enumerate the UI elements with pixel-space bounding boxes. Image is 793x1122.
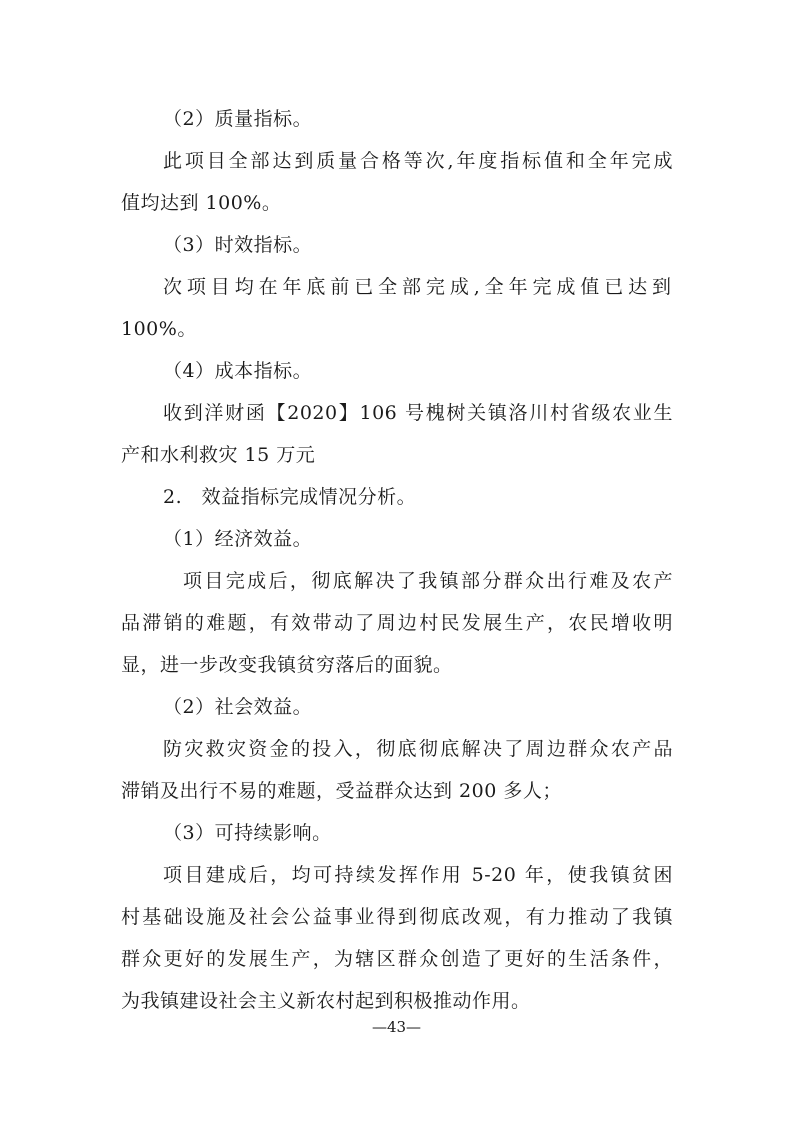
paragraph-line: 品滞销的难题，有效带动了周边村民发展生产，农民增收明 bbox=[121, 612, 673, 634]
heading-economic-benefit: （1）经济效益。 bbox=[163, 528, 313, 550]
paragraph-line: 100%。 bbox=[121, 318, 197, 340]
paragraph-line: 村基础设施及社会公益事业得到彻底改观，有力推动了我镇 bbox=[121, 906, 673, 928]
paragraph-line: 收到洋财函【2020】106 号槐树关镇洛川村省级农业生 bbox=[163, 402, 673, 424]
heading-quality-indicator: （2）质量指标。 bbox=[163, 108, 313, 130]
page-number: —43— bbox=[371, 1018, 422, 1036]
heading-social-benefit: （2）社会效益。 bbox=[163, 696, 313, 718]
document-body bbox=[121, 98, 673, 1022]
paragraph-line: 滞销及出行不易的难题，受益群众达到 200 多人； bbox=[121, 780, 562, 802]
paragraph-line: 防灾救灾资金的投入，彻底彻底解决了周边群众农产品 bbox=[163, 738, 673, 760]
paragraph-line: 此项目全部达到质量合格等次,年度指标值和全年完成 bbox=[163, 150, 673, 172]
paragraph-line: 次项目均在年底前已全部完成,全年完成值已达到 bbox=[163, 276, 673, 298]
heading-benefit-analysis: 2. 效益指标完成情况分析。 bbox=[163, 486, 417, 508]
paragraph-line: 为我镇建设社会主义新农村起到积极推动作用。 bbox=[121, 990, 531, 1012]
paragraph-line: 值均达到 100%。 bbox=[121, 192, 282, 214]
heading-timeliness-indicator: （3）时效指标。 bbox=[163, 234, 313, 256]
paragraph-line: 项目建成后，均可持续发挥作用 5-20 年，使我镇贫困 bbox=[163, 864, 673, 886]
paragraph-line: 产和水利救灾 15 万元 bbox=[121, 444, 316, 466]
paragraph-line: 项目完成后，彻底解决了我镇部分群众出行难及农产 bbox=[183, 570, 673, 592]
heading-sustainable-impact: （3）可持续影响。 bbox=[163, 822, 332, 844]
paragraph-line: 显，进一步改变我镇贫穷落后的面貌。 bbox=[121, 654, 453, 676]
heading-cost-indicator: （4）成本指标。 bbox=[163, 360, 313, 382]
paragraph-line: 群众更好的发展生产，为辖区群众创造了更好的生活条件， bbox=[121, 948, 673, 970]
